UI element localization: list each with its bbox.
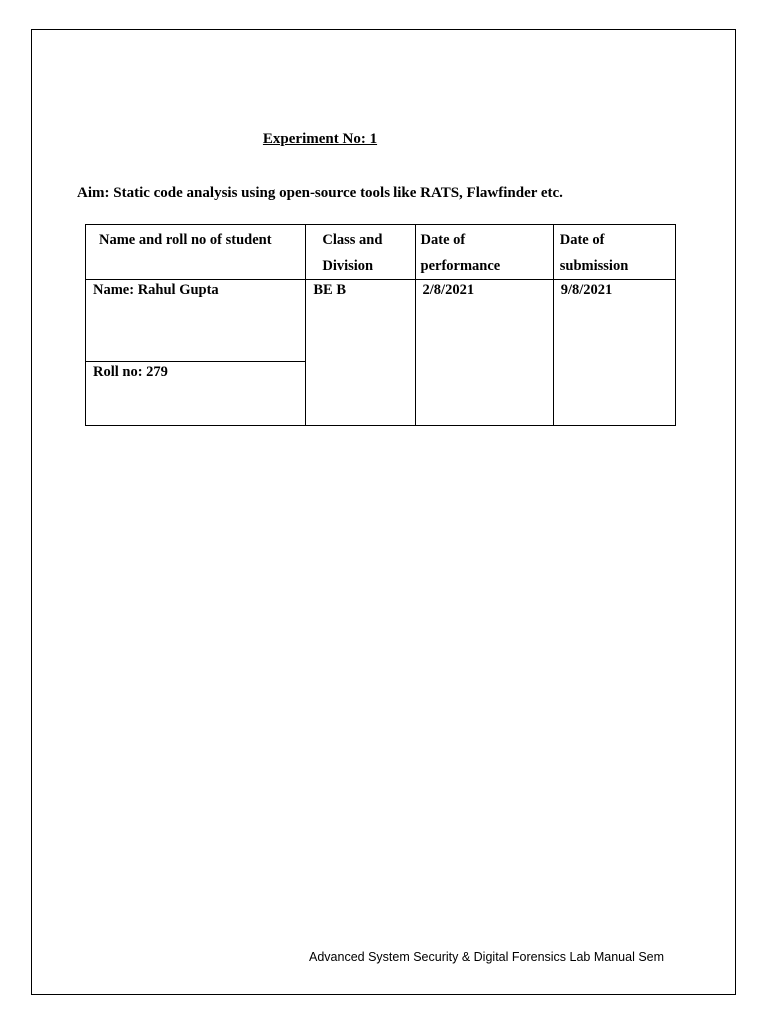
header-date-submission [553,225,675,280]
header-class-line2: Division [322,258,374,274]
header-sub-line2: submission [559,258,629,274]
date-performance-cell: 2/8/2021 [415,280,553,426]
table-row [86,280,676,362]
header-name-roll-label: Name and roll no of student [99,232,272,248]
date-submission-cell: 9/8/2021 [553,280,675,426]
header-perf-line2: performance [420,258,501,274]
header-date-performance [415,225,553,280]
page-footer: Advanced System Security & Digital Forensics Lab Manual Sem [309,950,665,964]
roll-number-cell: Roll no: 279 [86,362,306,426]
table-header-row [86,225,676,280]
header-class-line1: Class and [322,232,383,248]
aim-statement: Aim: Static code analysis using open-source tools like RATS, Flawfinder etc. [77,185,563,201]
page-border [31,29,736,995]
header-perf-line1: Date of [420,232,466,248]
header-name-roll [86,225,306,280]
experiment-title: Experiment No: 1 [262,131,378,147]
header-sub-line1: Date of [559,232,605,248]
student-info-table [85,224,676,426]
student-name-cell: Name: Rahul Gupta [86,280,306,362]
header-class-division [306,225,415,280]
class-division-cell: BE B [306,280,415,426]
